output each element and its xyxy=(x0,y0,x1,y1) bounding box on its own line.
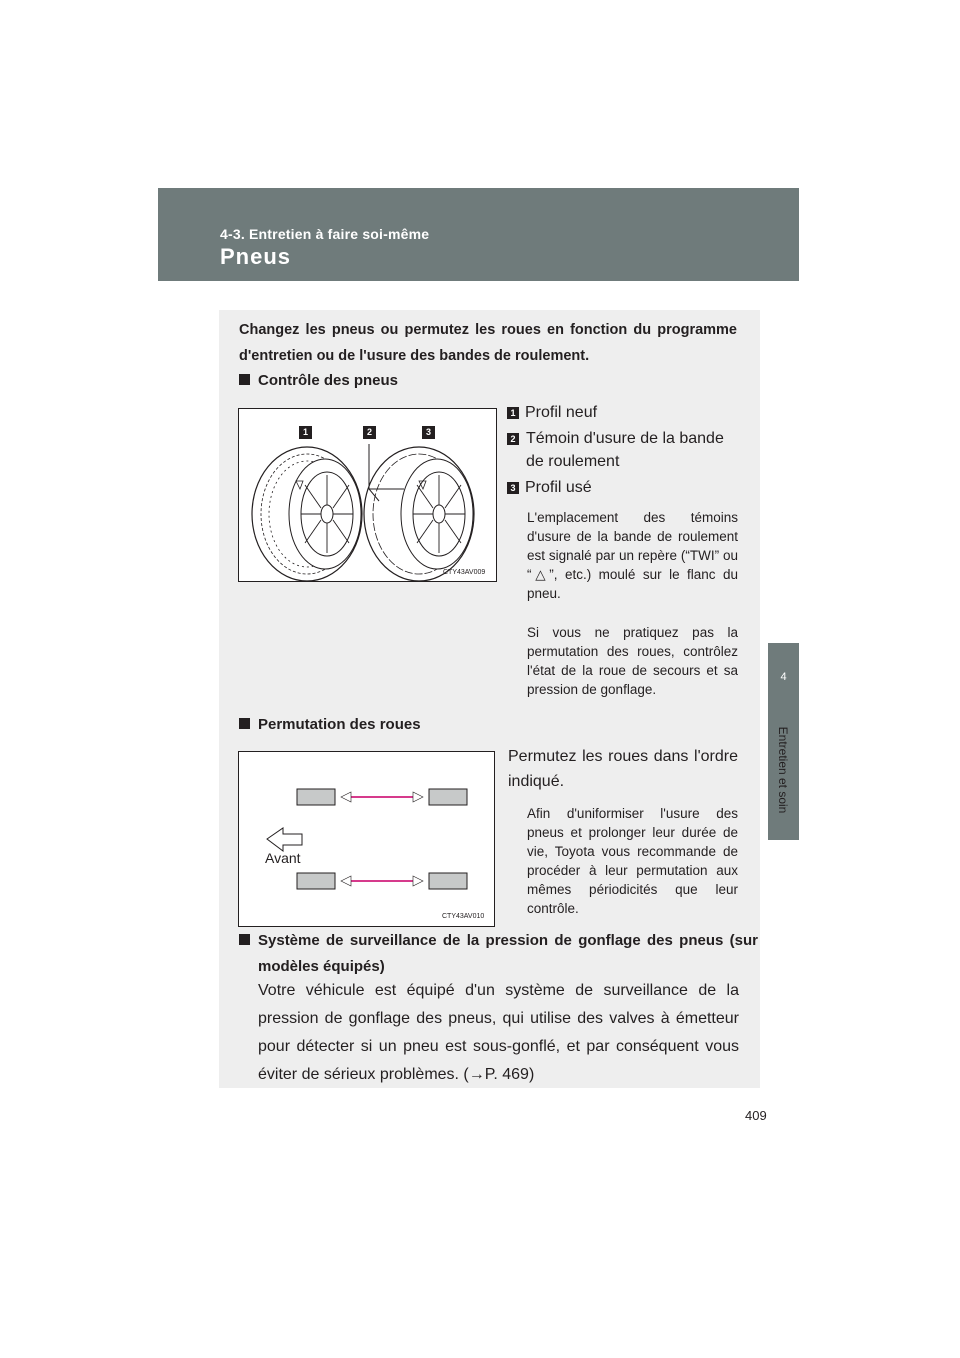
legend-item-new-tread: 1 Profil neuf xyxy=(507,401,739,424)
rotation-figure xyxy=(238,751,495,927)
new-tire-icon xyxy=(252,447,362,581)
chapter-label: Entretien et soin xyxy=(776,726,790,814)
rear-left-wheel xyxy=(297,873,335,889)
callout-1: 1 xyxy=(299,426,312,439)
tire-check-heading: Contrôle des pneus xyxy=(239,372,398,389)
square-bullet-icon xyxy=(239,934,250,945)
legend-item-wear-indicator: 2 Témoin d'usure de la bande de roulement xyxy=(507,427,739,473)
chapter-header xyxy=(158,188,799,281)
figure-code: CTY43AV009 xyxy=(443,569,486,576)
rotation-diagram xyxy=(239,752,494,926)
content-panel xyxy=(219,310,760,1088)
section-title: 4-3. Entretien à faire soi-même xyxy=(220,226,430,242)
spare-tire-note: Si vous ne pratiquez pas la permutation des roues, contrôlez l'état de la roue de secours et sa pression de gonflage. xyxy=(527,625,738,697)
chapter-number: 4 xyxy=(780,671,787,683)
rotation-heading: Permutation des roues xyxy=(239,716,421,733)
wear-indicator-note: L'emplacement des témoins d'usure de la bande de roulement est signalé par un repère (“TWI” ou “△”, etc.) moulé sur le flanc du pneu. xyxy=(527,510,738,601)
rotation-note: Afin d'uniformiser l'usure des pneus et prolonger leur durée de vie, Toyota vous recommande de procéder à leur permutation aux mêmes périodicités que leur contrôle. xyxy=(527,806,738,916)
page-title: Pneus xyxy=(220,244,292,269)
front-right-wheel xyxy=(429,789,467,805)
figure-code: CTY43AV010 xyxy=(442,913,485,920)
rear-right-wheel xyxy=(429,873,467,889)
tpms-heading: Système de surveillance de la pression de gonflage des pneus (sur modèles équipés) xyxy=(239,928,758,980)
square-bullet-icon xyxy=(239,718,250,729)
front-label: Avant xyxy=(265,850,301,866)
legend-num-3: 3 xyxy=(507,482,519,494)
callout-3: 3 xyxy=(422,426,435,439)
legend-num-1: 1 xyxy=(507,407,519,419)
front-swap-arrow xyxy=(341,792,423,802)
rear-swap-arrow xyxy=(341,876,423,886)
tpms-text: Votre véhicule est équipé d'un système de surveillance de la pression de gonflage des pneus, qui utilise des valves à émetteur pour détecter si un pneu est sous-gonflé, et par conséquent vous éviter de sérieux problèmes. (→P. 469) xyxy=(258,982,739,1083)
callout-2: 2 xyxy=(363,426,376,439)
front-arrow-icon xyxy=(267,828,302,851)
worn-tire-icon xyxy=(364,447,474,581)
tire-tread-figure xyxy=(238,408,497,582)
front-left-wheel xyxy=(297,789,335,805)
page-number: 409 xyxy=(745,1108,767,1123)
legend-item-worn-tread: 3 Profil usé xyxy=(507,476,739,499)
legend-num-2: 2 xyxy=(507,433,519,445)
square-bullet-icon xyxy=(239,374,250,385)
rotation-text: Permutez les roues dans l'ordre indiqué. xyxy=(508,748,738,790)
intro-text: Changez les pneus ou permutez les roues en fonction du programme d'entretien ou de l'usure des bandes de roulement. xyxy=(239,322,737,364)
